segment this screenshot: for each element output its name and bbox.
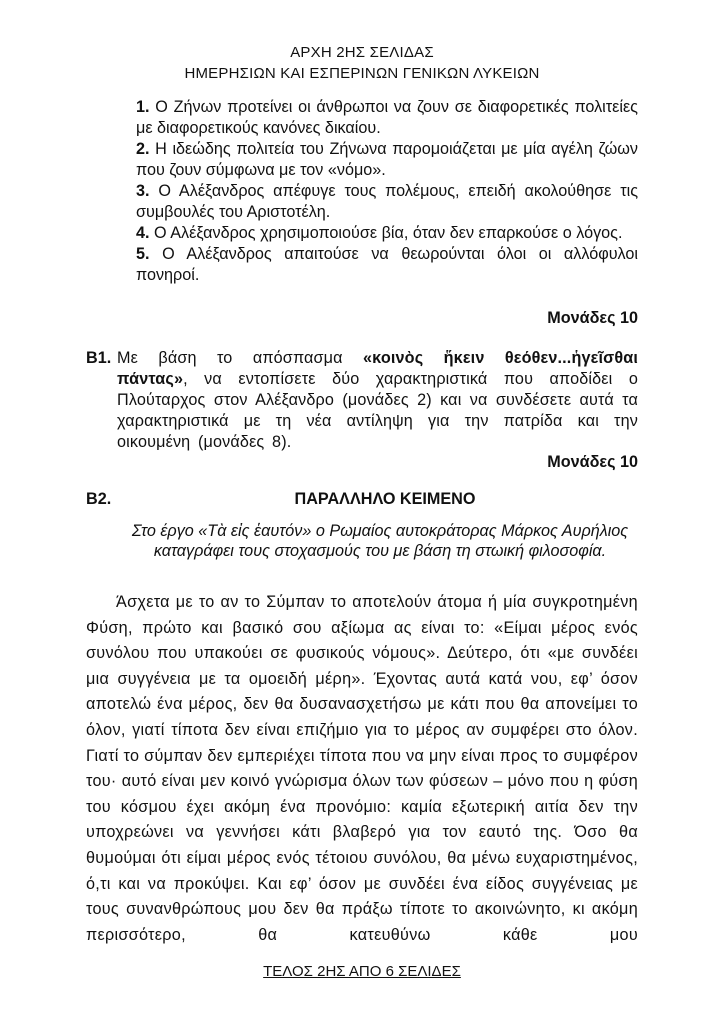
points-b1: Μονάδες 10: [547, 453, 638, 471]
question-b1-quote: «κοινὸς ἥκειν θεόθεν...ἡγεῖσθαι πάντας»: [117, 349, 638, 388]
statement-text: Ο Αλέξανδρος απέφυγε τους πολέμους, επειδή ακολούθησε τις συμβουλές του Αριστοτέλη.: [136, 182, 638, 221]
parallel-text-paragraph: Άσχετα με το αν το Σύμπαν το αποτελούν άτομα ή μία συγκροτημένη Φύση, πρώτο και βασικό σου αξίωμα ας είναι το: «Είμαι μέρος ενός συνόλου που υπακούει σε φυσικούς νόμους». Δεύτερο, ότι «με συνδέει μια συγγένεια με τα ομοειδή μέρη». Έχοντας αυτά κατά νου, εφ’ όσον αποτελώ ένα μέρος, δεν θα δυσανασχετήσω με κάτι που θα απονείμει το όλον, γιατί τίποτα δεν είναι επιζήμιο για το μέρος αν συμφέρει στο όλον. Γιατί το σύμπαν δεν εμπεριέχει τίποτα που να μην είναι προς το συμφέρον του· αυτό είναι μεν κοινό γνώρισμα όλων των φύσεων – μόνο που η φύση του κόσμου έχει ακόμη ένα προνόμιο: καμία εξωτερική αιτία δεν την υποχρεώνει να γεννήσει κάτι βλαβερό για τον εαυτό της. Όσο θα θυμούμαι ότι είμαι μέρος ενός τέτοιου συνόλου, θα μένω ευχαριστημένος, ό,τι και να προκύψει. Και εφ’ όσον με συνδέει ένα είδος συγγένειας με τους συνανθρώπους μου δεν θα πράξω τίποτε το ακοινώνητο, κι ακόμη περισσότερο, θα κατευθύνω κάθε μου: [86, 593, 638, 944]
question-b2: [86, 489, 638, 510]
question-b1-text-before: Με βάση το απόσπασμα: [117, 349, 364, 367]
question-b1-text-after: , να εντοπίσετε δύο χαρακτηριστικά που αποδίδει ο Πλούταρχος στον Αλέξανδρο (μονάδες 2) και να συνδέσετε αυτά τα χαρακτηριστικά με τη νέα αντίληψη για την πατρίδα και την οικουμένη (μονάδες 8).: [117, 370, 638, 451]
page-header-line1: ΑΡΧΗ 2ΗΣ ΣΕΛΙΔΑΣ: [290, 44, 434, 61]
statement-number: 3.: [136, 182, 150, 200]
statement: [136, 97, 638, 139]
statement-number: 5.: [136, 245, 150, 263]
statement-text: Ο Αλέξανδρος χρησιμοποιούσε βία, όταν δεν επαρκούσε ο λόγος.: [149, 224, 623, 242]
question-b1: [86, 348, 638, 453]
statement-text: Ο Ζήνων προτείνει οι άνθρωποι να ζουν σε διαφορετικές πολιτείες με διαφορετικούς κανόνες δικαίου.: [136, 98, 638, 137]
question-b1-label: Β1.: [86, 349, 112, 367]
statement-text: Ο Αλέξανδρος απαιτούσε να θεωρούνται όλοι οι αλλόφυλοι πονηροί.: [136, 245, 638, 284]
statement: [136, 244, 638, 286]
parallel-text-title: ΠΑΡΑΛΛΗΛΟ ΚΕΙΜΕΝΟ: [294, 490, 476, 508]
points-a: Μονάδες 10: [547, 309, 638, 327]
statement: [136, 181, 638, 223]
question-b2-label: Β2.: [86, 490, 112, 508]
parallel-text-body: [86, 590, 638, 948]
parallel-text-intro: Στο έργο «Τὰ εἰς ἑαυτόν» ο Ρωμαίος αυτοκράτορας Μάρκος Αυρήλιος καταγράφει τους στοχασμούς του με βάση τη στωική φιλοσοφία.: [131, 522, 629, 560]
page-header-line2: ΗΜΕΡΗΣΙΩΝ ΚΑΙ ΕΣΠΕΡΙΝΩΝ ΓΕΝΙΚΩΝ ΛΥΚΕΙΩΝ: [184, 65, 540, 82]
true-false-statements: [136, 97, 638, 286]
page-footer: [0, 962, 724, 982]
statement: [136, 139, 638, 181]
statement-text: Η ιδεώδης πολιτεία του Ζήνωνα παρομοιάζεται με μία αγέλη ζώων που ζουν σύμφωνα με τον «νόμο».: [136, 140, 638, 179]
statement: [136, 223, 638, 244]
statement-number: 1.: [136, 98, 150, 116]
page-footer-text: ΤΕΛΟΣ 2ΗΣ ΑΠΟ 6 ΣΕΛΙΔΕΣ: [263, 963, 461, 980]
page-header: [0, 42, 724, 84]
statement-number: 2.: [136, 140, 150, 158]
question-b1-text: [117, 348, 638, 453]
statement-number: 4.: [136, 224, 150, 242]
